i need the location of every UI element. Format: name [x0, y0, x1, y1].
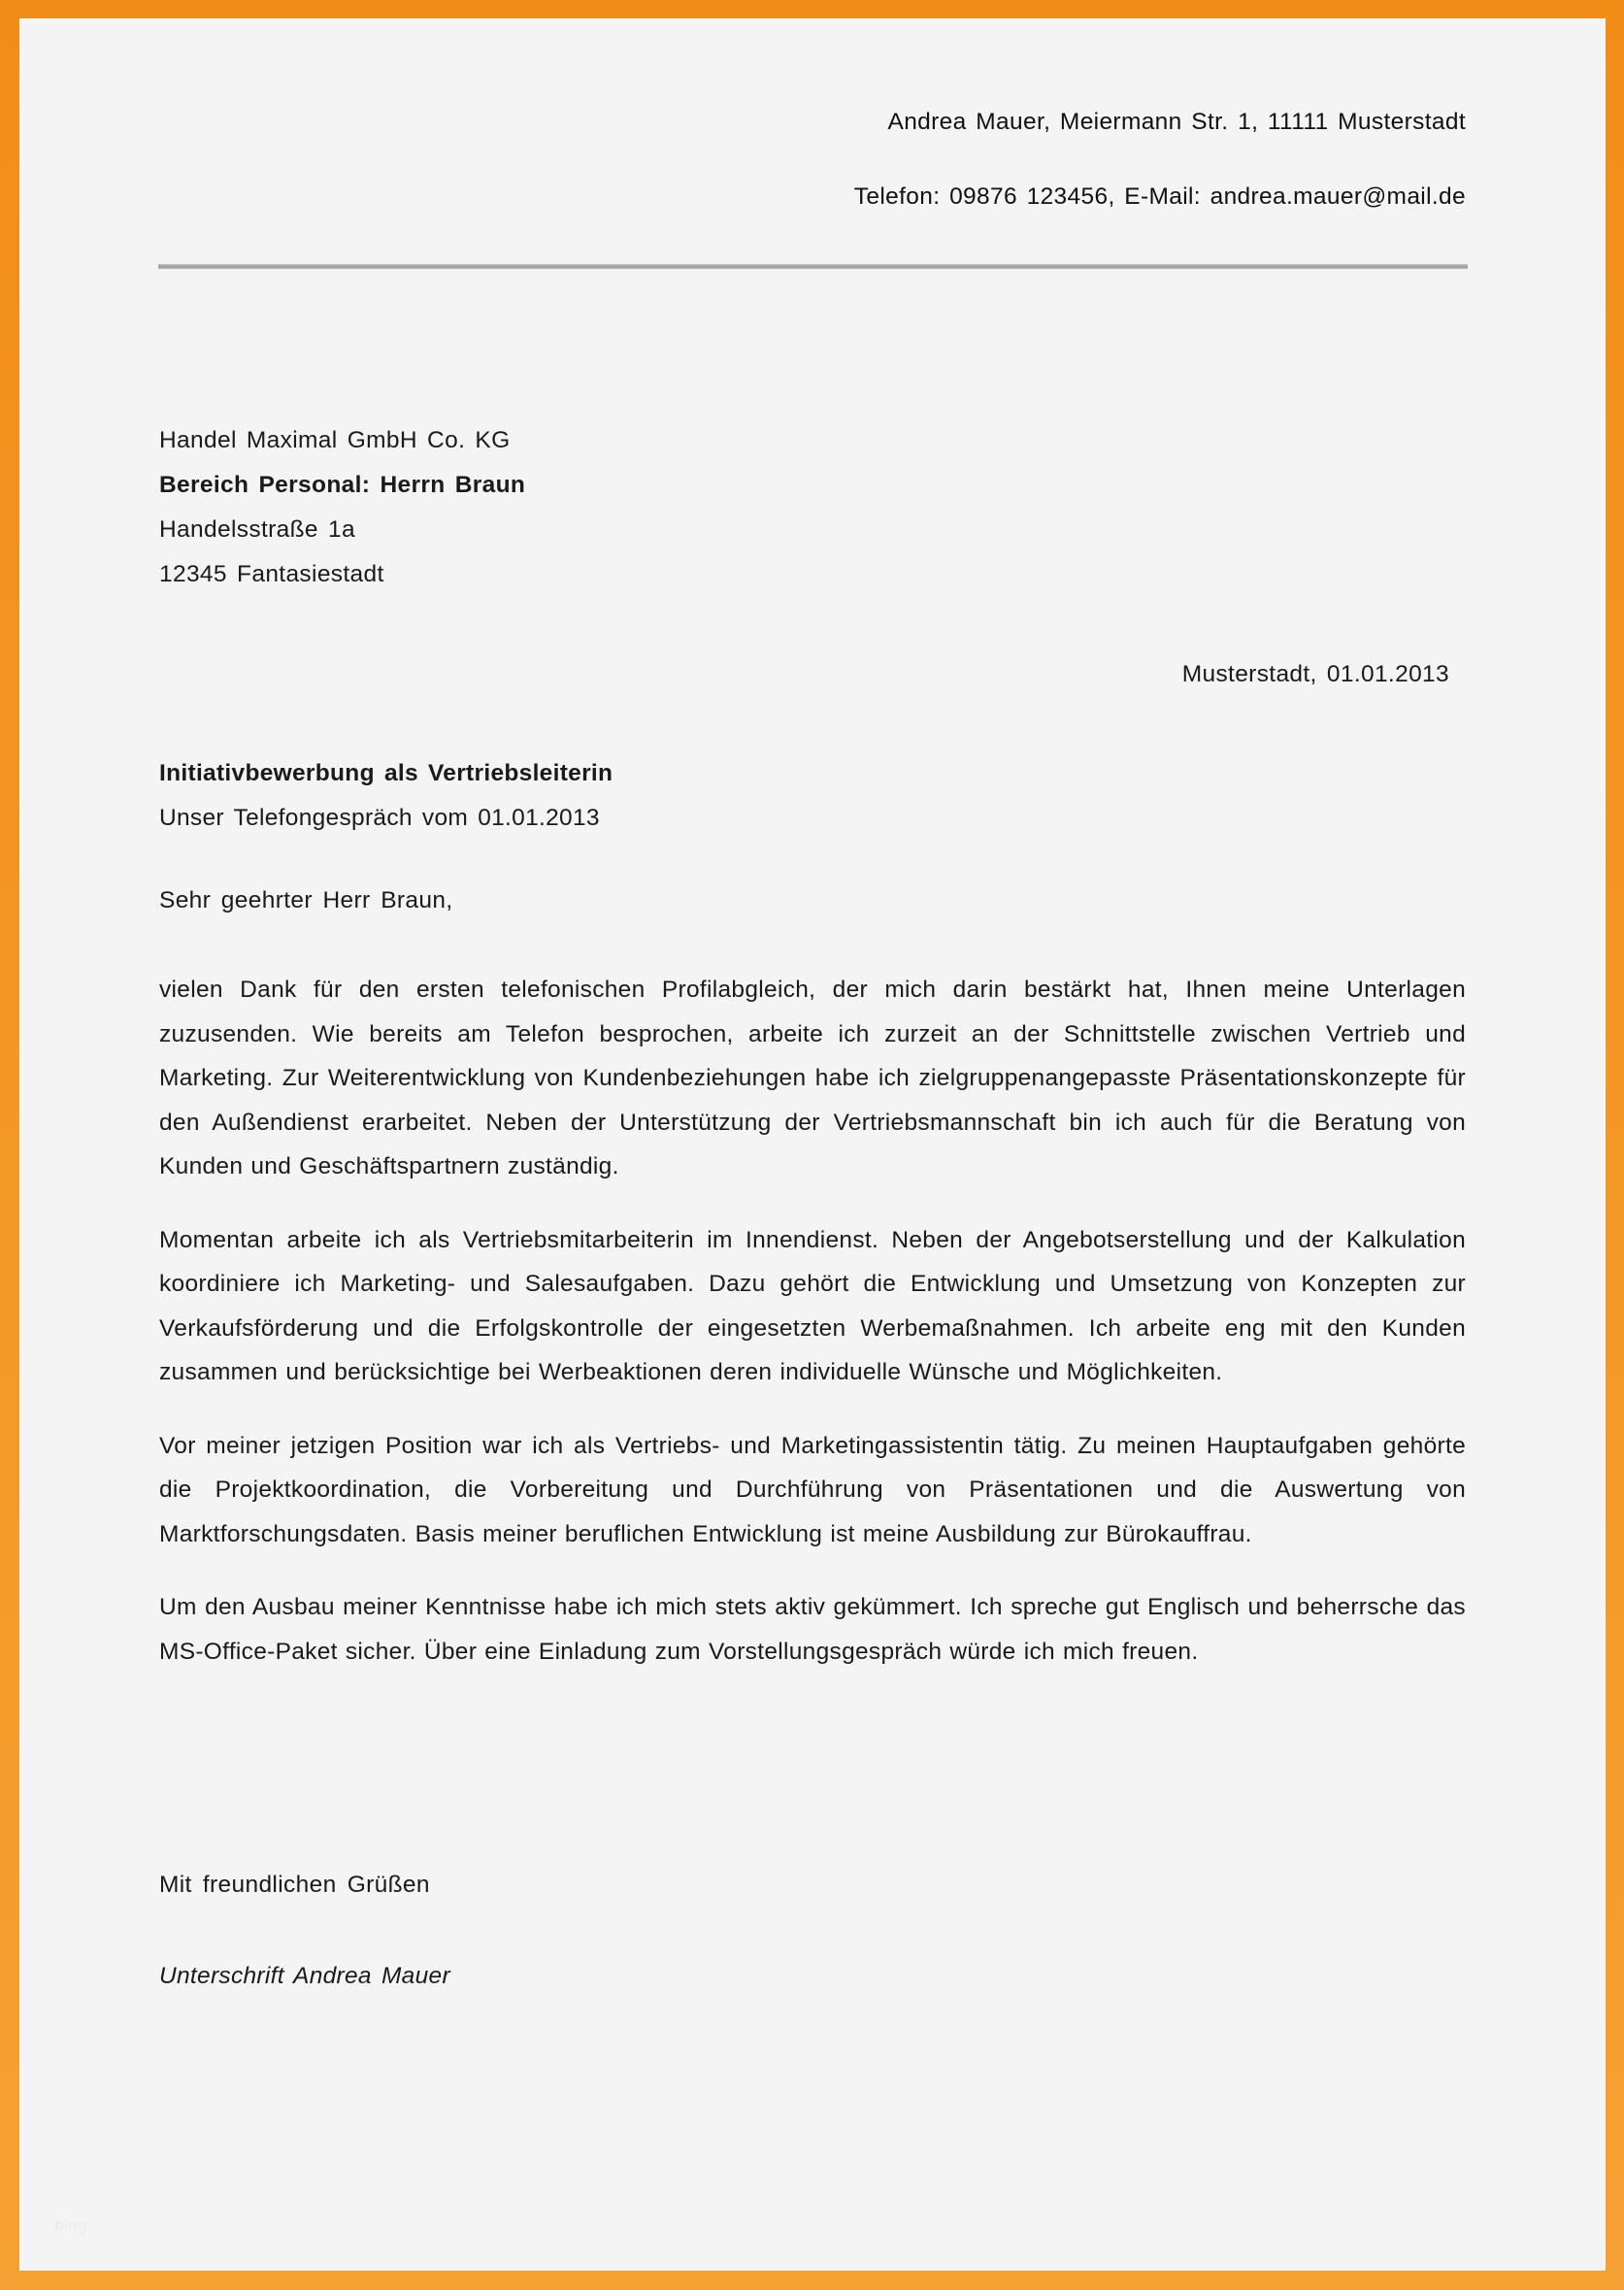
recipient-department: Bereich Personal: Herrn Braun — [159, 472, 526, 498]
sender-header — [158, 111, 1466, 209]
signature-line: Unterschrift Andrea Mauer — [159, 1963, 450, 1989]
recipient-street: Handelsstraße 1a — [159, 516, 355, 543]
body-paragraph: Vor meiner jetzigen Position war ich als Vertriebs- und Marketingassistentin tätig. Zu meinen Hauptaufgaben gehörte die Projektkoordination, die Vorbereitung und Durchführung von Präsentationen und die Auswertung von Marktforschungsdaten. Basis meiner beruflichen Entwicklung ist meine Ausbildung zur Bürokauffrau. — [159, 1432, 1466, 1547]
letter-sheet — [19, 18, 1606, 2271]
header-divider-rule — [158, 264, 1468, 269]
subject-block — [159, 751, 613, 841]
letter-body — [159, 968, 1466, 1674]
watermark-text: blog — [54, 2216, 88, 2235]
body-paragraph: vielen Dank für den ersten telefonischen Profilabgleich, der mich darin bestärkt hat, Ihnen meine Unterlagen zuzusenden. Wie bereits am Telefon besprochen, arbeite ich zurzeit an der Schnittstelle zwischen Vertrieb und Marketing. Zur Weiterentwicklung von Kundenbeziehungen habe ich zielgruppenangepasste Präsentationskonzepte für den Außendienst erarbeitet. Neben der Unterstützung der Vertriebsmannschaft bin ich auch für die Beratung von Kunden und Geschäftspartnern zuständig. — [159, 977, 1466, 1179]
sender-address-line: Andrea Mauer, Meiermann Str. 1, 11111 Musterstadt — [887, 109, 1466, 135]
subject-reference: Unser Telefongespräch vom 01.01.2013 — [159, 805, 600, 831]
sender-contact-line: Telefon: 09876 123456, E-Mail: andrea.mauer@mail.de — [853, 183, 1466, 210]
cover-letter-document — [19, 18, 1606, 2271]
body-paragraph: Momentan arbeite ich als Vertriebsmitarbeiterin im Innendienst. Neben der Angebotserstellung und der Kalkulation koordiniere ich Marketing- und Salesaufgaben. Dazu gehört die Entwicklung und Umsetzung von Konzepten zur Verkaufsförderung und die Erfolgskontrolle der eingesetzten Werbemaßnahmen. Ich arbeite eng mit den Kunden zusammen und berücksichtige bei Werbeaktionen deren individuelle Wünsche und Möglichkeiten. — [159, 1226, 1466, 1385]
recipient-address-block — [159, 418, 525, 597]
salutation: Sehr geehrter Herr Braun, — [159, 887, 453, 913]
body-paragraph: Um den Ausbau meiner Kenntnisse habe ich mich stets aktiv gekümmert. Ich spreche gut Englisch und beherrsche das MS-Office-Paket sicher. Über eine Einladung zum Vorstellungsgespräch würde ich mich freuen. — [159, 1594, 1466, 1665]
subject-title: Initiativbewerbung als Vertriebsleiterin — [159, 760, 613, 786]
place-and-date: Musterstadt, 01.01.2013 — [1181, 661, 1449, 687]
closing-phrase: Mit freundlichen Grüßen — [159, 1872, 430, 1898]
recipient-company: Handel Maximal GmbH Co. KG — [159, 427, 511, 453]
recipient-city: 12345 Fantasiestadt — [159, 561, 384, 587]
